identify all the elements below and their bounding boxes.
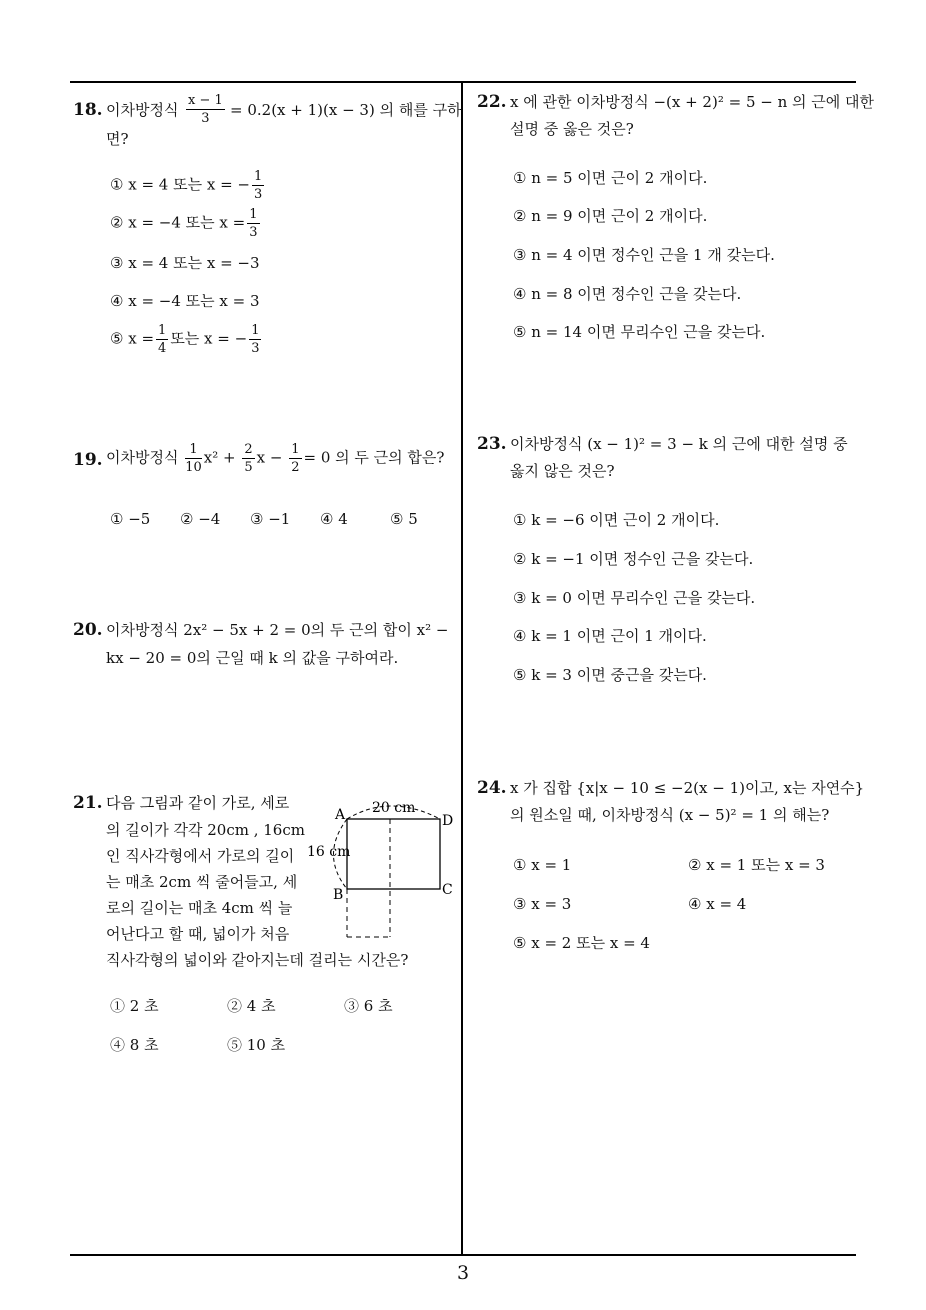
option-3[interactable]: ③ n = 4 이면 정수인 근을 1 개 갖는다. <box>513 246 775 264</box>
option-1[interactable]: ① x = 1 <box>513 856 572 874</box>
question-text: 의 원소일 때, 이차방정식 (x − 5)² = 1 의 해는? <box>510 806 830 824</box>
option-3[interactable]: ③ k = 0 이면 무리수인 근을 갖는다. <box>513 589 756 607</box>
question-text: 어난다고 할 때, 넓이가 처음 <box>106 925 290 943</box>
question-text: 이차방정식 2x² − 5x + 2 = 0의 두 근의 합이 x² − <box>106 621 449 639</box>
question-text: 의 길이가 각각 20cm , 16cm <box>106 821 305 839</box>
question-text: = 0.2(x + 1)(x − 3) 의 해를 구하 <box>230 101 462 119</box>
width-label: 20 cm <box>372 800 416 816</box>
page-number: 3 <box>456 1262 470 1284</box>
rectangle-figure <box>300 795 460 940</box>
question-text: x 가 집합 {x|x − 10 ≤ −2(x − 1)이고, x는 자연수} <box>510 779 865 797</box>
question-text: 옳지 않은 것은? <box>510 462 615 480</box>
option-2[interactable]: ② x = −4 또는 x = $\frac{1}{3}$ <box>110 207 258 240</box>
question-text: 인 직사각형에서 가로의 길이 <box>106 847 295 865</box>
option-3[interactable]: ③ 6 초 <box>344 997 393 1015</box>
option-1[interactable]: ① 2 초 <box>110 997 159 1015</box>
rectangle <box>347 819 440 889</box>
option-4[interactable]: ④ x = −4 또는 x = 3 <box>110 292 260 310</box>
question-text: 직사각형의 넓이와 같아지는데 걸리는 시간은? <box>106 951 409 969</box>
vertex-b-label: B <box>333 887 344 903</box>
option-3[interactable]: ③ x = 4 또는 x = −3 <box>110 254 260 272</box>
option-4[interactable]: ④ n = 8 이면 정수인 근을 갖는다. <box>513 285 742 303</box>
option-3[interactable]: ③ −1 <box>250 510 291 528</box>
option-5[interactable]: ⑤ x = 2 또는 x = 4 <box>513 934 650 952</box>
question-text: 이차방정식 <box>106 101 179 119</box>
question-text: 이차방정식 $\frac{1}{10}$ x² + $\frac{2}{5}$ x − $\frac{1}{2}$ = 0 의 두 근의 합은? <box>106 442 445 475</box>
vertex-d-label: D <box>442 813 454 829</box>
question-number: 21. <box>73 793 103 813</box>
question-text: kx − 20 = 0의 근일 때 k 의 값을 구하여라. <box>106 649 399 667</box>
option-2[interactable]: ② n = 9 이면 근이 2 개이다. <box>513 207 708 225</box>
fraction: $\frac{x - 1}{3}$ <box>188 93 223 126</box>
bottom-rule <box>70 1254 856 1256</box>
option-2[interactable]: ② x = 1 또는 x = 3 <box>688 856 825 874</box>
option-5[interactable]: ⑤ 10 초 <box>227 1036 286 1054</box>
height-label: 16 cm <box>307 844 351 860</box>
question-text: 이차방정식 (x − 1)² = 3 − k 의 근에 대한 설명 중 <box>510 435 848 453</box>
option-5[interactable]: ⑤ n = 14 이면 무리수인 근을 갖는다. <box>513 323 766 341</box>
top-rule <box>70 81 856 83</box>
question-text: 면? <box>106 130 129 148</box>
question-number: 23. <box>477 434 507 454</box>
question-number: 18. <box>73 100 103 120</box>
option-1[interactable]: ① n = 5 이면 근이 2 개이다. <box>513 169 708 187</box>
vertex-a-label: A <box>335 807 346 823</box>
option-4[interactable]: ④ x = 4 <box>688 895 747 913</box>
option-4[interactable]: ④ 4 <box>320 510 348 528</box>
option-3[interactable]: ③ x = 3 <box>513 895 572 913</box>
question-text: 설명 중 옳은 것은? <box>510 120 634 138</box>
question-number: 19. <box>73 450 103 470</box>
option-5[interactable]: ⑤ 5 <box>390 510 418 528</box>
option-4[interactable]: ④ k = 1 이면 근이 1 개이다. <box>513 627 707 645</box>
option-2[interactable]: ② −4 <box>180 510 221 528</box>
option-1[interactable]: ① x = 4 또는 x = − $\frac{1}{3}$ <box>110 169 263 202</box>
option-5[interactable]: ⑤ k = 3 이면 중근을 갖는다. <box>513 666 707 684</box>
option-4[interactable]: ④ 8 초 <box>110 1036 159 1054</box>
question-text: 다음 그림과 같이 가로, 세로 <box>106 794 290 812</box>
vertex-c-label: C <box>442 882 453 898</box>
question-text: 는 매초 2cm 씩 줄어들고, 세 <box>106 873 298 891</box>
option-1[interactable]: ① k = −6 이면 근이 2 개이다. <box>513 511 720 529</box>
option-2[interactable]: ② 4 초 <box>227 997 276 1015</box>
column-divider <box>461 83 463 1256</box>
option-1[interactable]: ① −5 <box>110 510 151 528</box>
question-text: 로의 길이는 매초 4cm 씩 늘 <box>106 899 293 917</box>
question-number: 20. <box>73 620 103 640</box>
option-5[interactable]: ⑤ x = $\frac{1}{4}$ 또는 x = − $\frac{1}{3}$ <box>110 323 260 356</box>
question-text: x 에 관한 이차방정식 −(x + 2)² = 5 − n 의 근에 대한 <box>510 93 875 111</box>
question-number: 24. <box>477 778 507 798</box>
option-2[interactable]: ② k = −1 이면 정수인 근을 갖는다. <box>513 550 754 568</box>
question-number: 22. <box>477 92 507 112</box>
